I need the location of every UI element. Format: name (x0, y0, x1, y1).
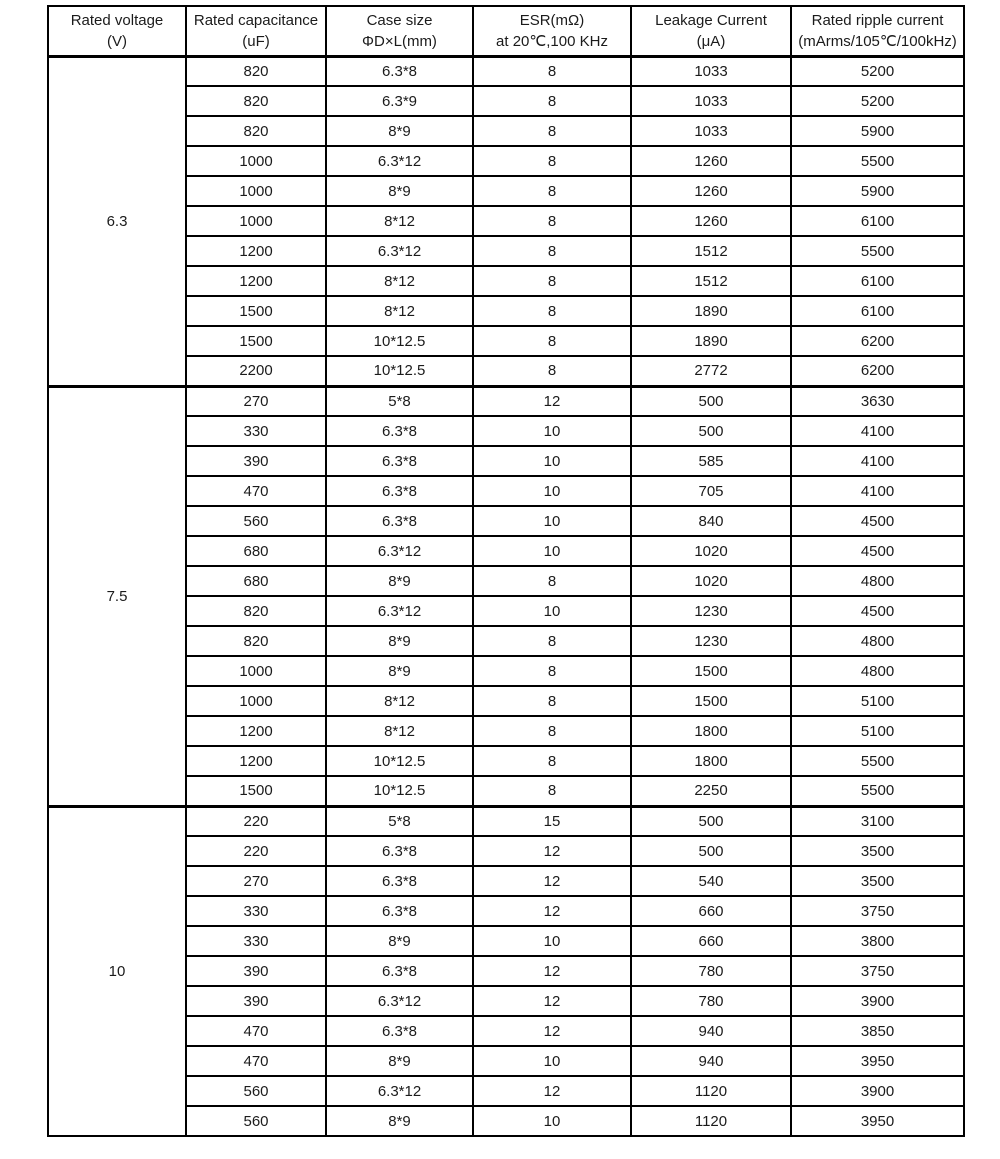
spec-cell: 4500 (791, 506, 964, 536)
spec-cell: 1020 (631, 566, 791, 596)
spec-cell: 1260 (631, 176, 791, 206)
spec-table-header (48, 6, 964, 56)
spec-cell: 820 (186, 116, 326, 146)
spec-cell: 8 (473, 86, 631, 116)
column-header-leakage-current (631, 6, 791, 56)
table-row (48, 536, 964, 566)
spec-cell: 4500 (791, 596, 964, 626)
spec-cell: 5100 (791, 686, 964, 716)
spec-cell: 3750 (791, 956, 964, 986)
spec-cell: 680 (186, 536, 326, 566)
spec-cell: 3500 (791, 866, 964, 896)
spec-cell: 6.3*8 (326, 416, 473, 446)
spec-cell: 12 (473, 836, 631, 866)
spec-cell: 5500 (791, 746, 964, 776)
spec-cell: 10 (473, 596, 631, 626)
spec-cell: 1512 (631, 266, 791, 296)
spec-cell: 8*9 (326, 176, 473, 206)
spec-cell: 8*9 (326, 1046, 473, 1076)
table-row (48, 866, 964, 896)
table-row (48, 1076, 964, 1106)
spec-cell: 10*12.5 (326, 776, 473, 806)
spec-cell: 820 (186, 626, 326, 656)
table-row (48, 416, 964, 446)
spec-cell: 220 (186, 806, 326, 836)
table-row (48, 566, 964, 596)
header-unit: (mArms/105℃/100kHz) (798, 32, 957, 50)
spec-cell: 6.3*8 (326, 56, 473, 86)
spec-cell: 5*8 (326, 806, 473, 836)
spec-cell: 270 (186, 386, 326, 416)
spec-cell: 8 (473, 716, 631, 746)
spec-cell: 1200 (186, 716, 326, 746)
table-row (48, 686, 964, 716)
spec-cell: 6100 (791, 206, 964, 236)
spec-cell: 10 (473, 506, 631, 536)
spec-table (47, 5, 965, 1137)
spec-cell: 500 (631, 806, 791, 836)
spec-cell: 470 (186, 1016, 326, 1046)
spec-cell: 780 (631, 986, 791, 1016)
table-row (48, 446, 964, 476)
table-row (48, 116, 964, 146)
spec-cell: 660 (631, 926, 791, 956)
header-label: Rated capacitance (193, 11, 319, 29)
table-row (48, 1016, 964, 1046)
spec-cell: 6200 (791, 326, 964, 356)
spec-cell: 8*12 (326, 716, 473, 746)
header-label: Leakage Current (655, 11, 767, 29)
spec-cell: 8*9 (326, 1106, 473, 1136)
spec-cell: 10*12.5 (326, 326, 473, 356)
spec-cell: 12 (473, 866, 631, 896)
spec-cell: 1120 (631, 1106, 791, 1136)
column-header-esr (473, 6, 631, 56)
spec-cell: 1260 (631, 206, 791, 236)
table-row (48, 986, 964, 1016)
spec-cell: 4500 (791, 536, 964, 566)
spec-cell: 8 (473, 206, 631, 236)
spec-cell: 6.3*8 (326, 896, 473, 926)
spec-cell: 8*9 (326, 926, 473, 956)
spec-cell: 8 (473, 656, 631, 686)
spec-cell: 820 (186, 56, 326, 86)
spec-cell: 940 (631, 1016, 791, 1046)
header-unit: (μA) (696, 32, 726, 50)
spec-cell: 10 (473, 926, 631, 956)
spec-cell: 8 (473, 326, 631, 356)
table-row (48, 716, 964, 746)
spec-cell: 8*12 (326, 206, 473, 236)
spec-cell: 1890 (631, 296, 791, 326)
table-row (48, 1106, 964, 1136)
spec-cell: 390 (186, 446, 326, 476)
spec-cell: 820 (186, 596, 326, 626)
spec-cell: 3100 (791, 806, 964, 836)
table-row (48, 236, 964, 266)
spec-cell: 1000 (186, 656, 326, 686)
spec-cell: 8*9 (326, 626, 473, 656)
spec-cell: 10 (473, 416, 631, 446)
spec-cell: 680 (186, 566, 326, 596)
spec-cell: 12 (473, 896, 631, 926)
spec-cell: 8 (473, 296, 631, 326)
spec-cell: 5900 (791, 176, 964, 206)
spec-cell: 390 (186, 956, 326, 986)
spec-cell: 330 (186, 896, 326, 926)
spec-cell: 270 (186, 866, 326, 896)
spec-cell: 3900 (791, 1076, 964, 1106)
table-row (48, 806, 964, 836)
header-unit: (V) (107, 32, 127, 50)
spec-cell: 6.3*8 (326, 476, 473, 506)
spec-cell: 6.3*9 (326, 86, 473, 116)
voltage-group-cell: 7.5 (48, 386, 186, 806)
spec-cell: 1033 (631, 116, 791, 146)
spec-cell: 8 (473, 176, 631, 206)
spec-cell: 10*12.5 (326, 746, 473, 776)
spec-cell: 8*12 (326, 296, 473, 326)
spec-cell: 6.3*8 (326, 836, 473, 866)
spec-cell: 10 (473, 536, 631, 566)
table-row (48, 926, 964, 956)
spec-cell: 1000 (186, 176, 326, 206)
spec-cell: 1033 (631, 56, 791, 86)
spec-cell: 3800 (791, 926, 964, 956)
spec-cell: 5900 (791, 116, 964, 146)
spec-cell: 8 (473, 776, 631, 806)
spec-cell: 1200 (186, 266, 326, 296)
spec-cell: 940 (631, 1046, 791, 1076)
spec-cell: 1200 (186, 236, 326, 266)
spec-cell: 15 (473, 806, 631, 836)
spec-cell: 5500 (791, 146, 964, 176)
header-row (48, 6, 964, 56)
column-header-case-size (326, 6, 473, 56)
spec-cell: 8 (473, 146, 631, 176)
spec-cell: 330 (186, 416, 326, 446)
spec-cell: 1230 (631, 596, 791, 626)
spec-cell: 5200 (791, 56, 964, 86)
spec-cell: 10 (473, 476, 631, 506)
spec-cell: 8 (473, 686, 631, 716)
spec-cell: 540 (631, 866, 791, 896)
table-row (48, 596, 964, 626)
spec-cell: 12 (473, 1016, 631, 1046)
header-label: Rated voltage (70, 11, 164, 29)
spec-cell: 560 (186, 1106, 326, 1136)
spec-cell: 500 (631, 416, 791, 446)
spec-cell: 4100 (791, 416, 964, 446)
spec-cell: 1500 (631, 656, 791, 686)
spec-cell: 330 (186, 926, 326, 956)
spec-cell: 1120 (631, 1076, 791, 1106)
spec-cell: 6.3*12 (326, 596, 473, 626)
spec-cell: 3950 (791, 1106, 964, 1136)
column-header-ripple-current (791, 6, 964, 56)
column-header-rated-capacitance (186, 6, 326, 56)
spec-cell: 1033 (631, 86, 791, 116)
table-row (48, 746, 964, 776)
spec-cell: 5100 (791, 716, 964, 746)
spec-cell: 8 (473, 116, 631, 146)
spec-cell: 8*12 (326, 686, 473, 716)
spec-cell: 390 (186, 986, 326, 1016)
spec-cell: 1800 (631, 716, 791, 746)
table-row (48, 476, 964, 506)
spec-cell: 8 (473, 626, 631, 656)
spec-cell: 5200 (791, 86, 964, 116)
spec-cell: 2250 (631, 776, 791, 806)
spec-cell: 560 (186, 1076, 326, 1106)
spec-cell: 1500 (631, 686, 791, 716)
spec-cell: 3950 (791, 1046, 964, 1076)
table-row (48, 176, 964, 206)
spec-cell: 10*12.5 (326, 356, 473, 386)
voltage-group-cell: 10 (48, 806, 186, 1136)
spec-cell: 6.3*8 (326, 506, 473, 536)
table-row (48, 836, 964, 866)
spec-cell: 2200 (186, 356, 326, 386)
spec-table-body (48, 56, 964, 1136)
spec-cell: 3900 (791, 986, 964, 1016)
table-row (48, 146, 964, 176)
spec-cell: 1500 (186, 296, 326, 326)
header-unit: ΦD×L(mm) (362, 32, 437, 50)
spec-cell: 560 (186, 506, 326, 536)
spec-cell: 6.3*12 (326, 1076, 473, 1106)
spec-cell: 4100 (791, 476, 964, 506)
spec-cell: 220 (186, 836, 326, 866)
spec-cell: 6.3*8 (326, 1016, 473, 1046)
spec-cell: 8*9 (326, 116, 473, 146)
table-row (48, 386, 964, 416)
header-unit: (uF) (242, 32, 270, 50)
spec-cell: 8 (473, 56, 631, 86)
spec-cell: 2772 (631, 356, 791, 386)
spec-cell: 6.3*12 (326, 146, 473, 176)
spec-cell: 585 (631, 446, 791, 476)
header-unit: at 20℃,100 KHz (496, 32, 608, 50)
spec-cell: 8*12 (326, 266, 473, 296)
spec-cell: 10 (473, 1046, 631, 1076)
spec-cell: 8 (473, 566, 631, 596)
spec-cell: 820 (186, 86, 326, 116)
table-row (48, 206, 964, 236)
spec-cell: 10 (473, 446, 631, 476)
column-header-rated-voltage (48, 6, 186, 56)
spec-cell: 4800 (791, 656, 964, 686)
table-row (48, 56, 964, 86)
spec-cell: 12 (473, 956, 631, 986)
table-row (48, 626, 964, 656)
spec-cell: 1000 (186, 206, 326, 236)
spec-cell: 12 (473, 986, 631, 1016)
spec-cell: 8 (473, 746, 631, 776)
table-row (48, 956, 964, 986)
spec-cell: 1500 (186, 776, 326, 806)
header-label: Rated ripple current (811, 11, 944, 29)
table-row (48, 266, 964, 296)
spec-cell: 6.3*12 (326, 536, 473, 566)
spec-cell: 3750 (791, 896, 964, 926)
spec-cell: 8*9 (326, 566, 473, 596)
spec-cell: 500 (631, 386, 791, 416)
spec-cell: 660 (631, 896, 791, 926)
spec-cell: 4100 (791, 446, 964, 476)
spec-cell: 5500 (791, 236, 964, 266)
spec-cell: 1000 (186, 686, 326, 716)
spec-cell: 1890 (631, 326, 791, 356)
table-row (48, 86, 964, 116)
table-row (48, 356, 964, 386)
spec-cell: 4800 (791, 566, 964, 596)
spec-cell: 6200 (791, 356, 964, 386)
spec-cell: 12 (473, 386, 631, 416)
spec-cell: 1512 (631, 236, 791, 266)
spec-cell: 840 (631, 506, 791, 536)
spec-cell: 1260 (631, 146, 791, 176)
spec-cell: 6.3*8 (326, 866, 473, 896)
spec-cell: 3850 (791, 1016, 964, 1046)
table-row (48, 296, 964, 326)
spec-cell: 3500 (791, 836, 964, 866)
spec-cell: 1800 (631, 746, 791, 776)
spec-cell: 8*9 (326, 656, 473, 686)
table-row (48, 326, 964, 356)
spec-cell: 6.3*8 (326, 446, 473, 476)
table-row (48, 776, 964, 806)
spec-cell: 470 (186, 1046, 326, 1076)
table-row (48, 1046, 964, 1076)
spec-cell: 3630 (791, 386, 964, 416)
spec-cell: 8 (473, 236, 631, 266)
spec-cell: 8 (473, 266, 631, 296)
spec-cell: 6.3*8 (326, 956, 473, 986)
spec-cell: 8 (473, 356, 631, 386)
table-row (48, 506, 964, 536)
voltage-group-cell: 6.3 (48, 56, 186, 386)
spec-cell: 470 (186, 476, 326, 506)
spec-cell: 1200 (186, 746, 326, 776)
spec-cell: 780 (631, 956, 791, 986)
spec-cell: 705 (631, 476, 791, 506)
spec-cell: 1000 (186, 146, 326, 176)
header-label: ESR(mΩ) (519, 11, 585, 29)
spec-cell: 5500 (791, 776, 964, 806)
spec-cell: 5*8 (326, 386, 473, 416)
spec-cell: 1020 (631, 536, 791, 566)
spec-cell: 6.3*12 (326, 986, 473, 1016)
spec-cell: 500 (631, 836, 791, 866)
table-row (48, 896, 964, 926)
spec-cell: 6100 (791, 296, 964, 326)
spec-cell: 1230 (631, 626, 791, 656)
spec-cell: 6100 (791, 266, 964, 296)
spec-cell: 10 (473, 1106, 631, 1136)
spec-cell: 12 (473, 1076, 631, 1106)
table-row (48, 656, 964, 686)
spec-cell: 1500 (186, 326, 326, 356)
header-label: Case size (366, 11, 433, 29)
spec-cell: 6.3*12 (326, 236, 473, 266)
spec-cell: 4800 (791, 626, 964, 656)
